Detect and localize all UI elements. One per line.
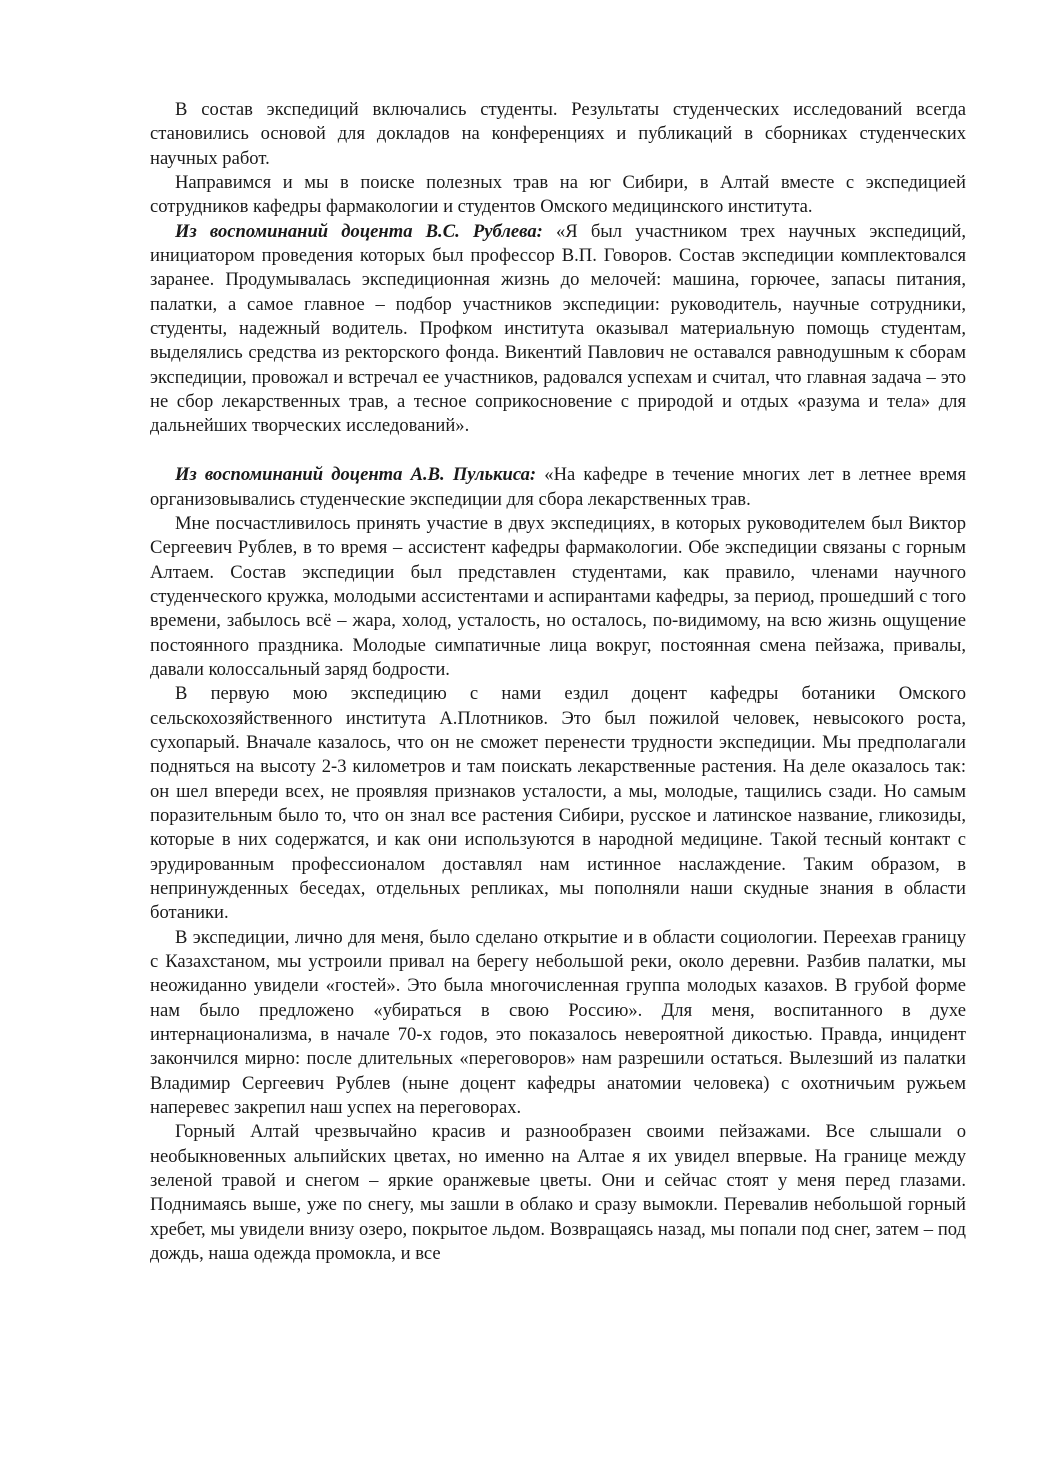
memoir-lead-pulkis: Из воспоминаний доцента А.В. Пулькиса: (175, 464, 537, 486)
memoir-lead-rublev: Из воспоминаний доцента В.С. Рублева: (175, 220, 543, 242)
paragraph-sociology (150, 926, 966, 1121)
paragraph-text: «На кафедре в течение многих лет в летнее время организовывались студенческие экспедиции для сбора лекарственных трав. (150, 464, 967, 510)
paragraph-mountain-altai (150, 1120, 966, 1266)
paragraph-text: В состав экспедиций включались студенты. Результаты студенческих исследований всегда становились основой для докладов на конференциях и публикаций в сборниках студенческих научных работ. (150, 99, 966, 169)
paragraph-text: В экспедиции, лично для меня, было сделано открытие и в области социологии. Переехав границу с Казахстаном, мы устроили привал на берегу небольшой реки, около деревни. Разбив палатки, мы неожиданно увидели «гостей». Это была многочисленная группа молодых казахов. В грубой форме нам было предложено «убираться в свою Россию». Для меня, воспитанного в духе интернационализма, в начале 70-х годов, это показалось невероятной дикостью. Правда, инцидент закончился мирно: после длительных «переговоров» нам разрешили остаться. Вылезший из палатки Владимир Сергеевич Рублев (ныне доцент кафедры анатомии человека) с охотничьим ружьем наперевес закрепил наш успех на переговорах. (150, 926, 966, 1119)
document-page (150, 98, 966, 1267)
paragraph-students (150, 98, 966, 171)
paragraph-rublev-memoir (150, 220, 966, 439)
paragraph-text: Мне посчастливилось принять участие в двух экспедициях, в которых руководителем был Виктор Сергеевич Рублев, в то время – ассистент кафедры фармакологии. Обе экспедиции связаны с горным Алтаем. Состав экспедиции был представлен студентами, как правило, членами научного студенческого кружка, молодыми ассистентами и аспирантами кафедры, за период, прошедший с того времени, забылось всё – жара, холод, усталость, но осталось, по-видимому, на всю жизнь ощущение постоянного праздника. Молодые симпатичные лица вокруг, постоянная смена пейзажа, привалы, давали колоссальный заряд бодрости. (150, 512, 966, 680)
paragraph-text: Направимся и мы в поиске полезных трав на юг Сибири, в Алтай вместе с экспедицией сотрудников кафедры фармакологии и студентов Омского медицинского института. (150, 172, 966, 218)
paragraph-two-expeditions (150, 512, 966, 682)
paragraph-text: «Я был участником трех научных экспедиций, инициатором проведения которых был профессор В.П. Говоров. Состав экспедиции комплектовался заранее. Продумывалась экспедиционная жизнь до мелочей: машина, горючее, запасы питания, палатки, а самое главное – подбор участников экспедиции: руководитель, научные сотрудники, студенты, надежный водитель. Профком института оказывал материальную помощь студентам, выделялись средства из ректорского фонда. Викентий Павлович не оставался равнодушным к сборам экспедиции, провожал и встречал ее участников, радовался успехам и считал, что главная задача – это не сбор лекарственных трав, а тесное соприкосновение с природой и отдых «разума и тела» для дальнейших творческих исследований». (150, 220, 966, 437)
paragraph-pulkis-memoir (150, 463, 966, 512)
paragraph-text: В первую мою экспедицию с нами ездил доцент кафедры ботаники Омского сельскохозяйственного института А.Плотников. Это был пожилой человек, невысокого роста, сухопарый. Вначале казалось, что он не сможет перенести трудности экспедиции. Мы предполагали подняться на высоту 2-3 километров и там поискать лекарственные растения. На деле оказалось так: он шел впереди всех, не проявляя признаков усталости, а мы, молодые, тащились сзади. Но самым поразительным было то, что он знал все растения Сибири, русское и латинское название, гликозиды, которые в них содержатся, и как они используются в народной медицине. Такой тесный контакт с эрудированным профессионалом доставлял нам истинное наслаждение. Таким образом, в непринужденных беседах, отдельных репликах, мы пополняли наши скудные знания в области ботаники. (150, 683, 966, 924)
paragraph-text: Горный Алтай чрезвычайно красив и разнообразен своими пейзажами. Все слышали о необыкновенных альпийских цветах, но именно на Алтае я их увидел впервые. На границе между зеленой травой и снегом – яркие оранжевые цветы. Они и сейчас стоят у меня перед глазами. Поднимаясь выше, уже по снегу, мы зашли в облако и сразу вымокли. Перевалив небольшой горный хребет, мы увидели внизу озеро, покрытое льдом. Возвращаясь назад, мы попали под снег, затем – под дождь, наша одежда промокла, и все (150, 1121, 966, 1265)
paragraph-plotnikov (150, 682, 966, 925)
paragraph-altai-intro (150, 171, 966, 220)
